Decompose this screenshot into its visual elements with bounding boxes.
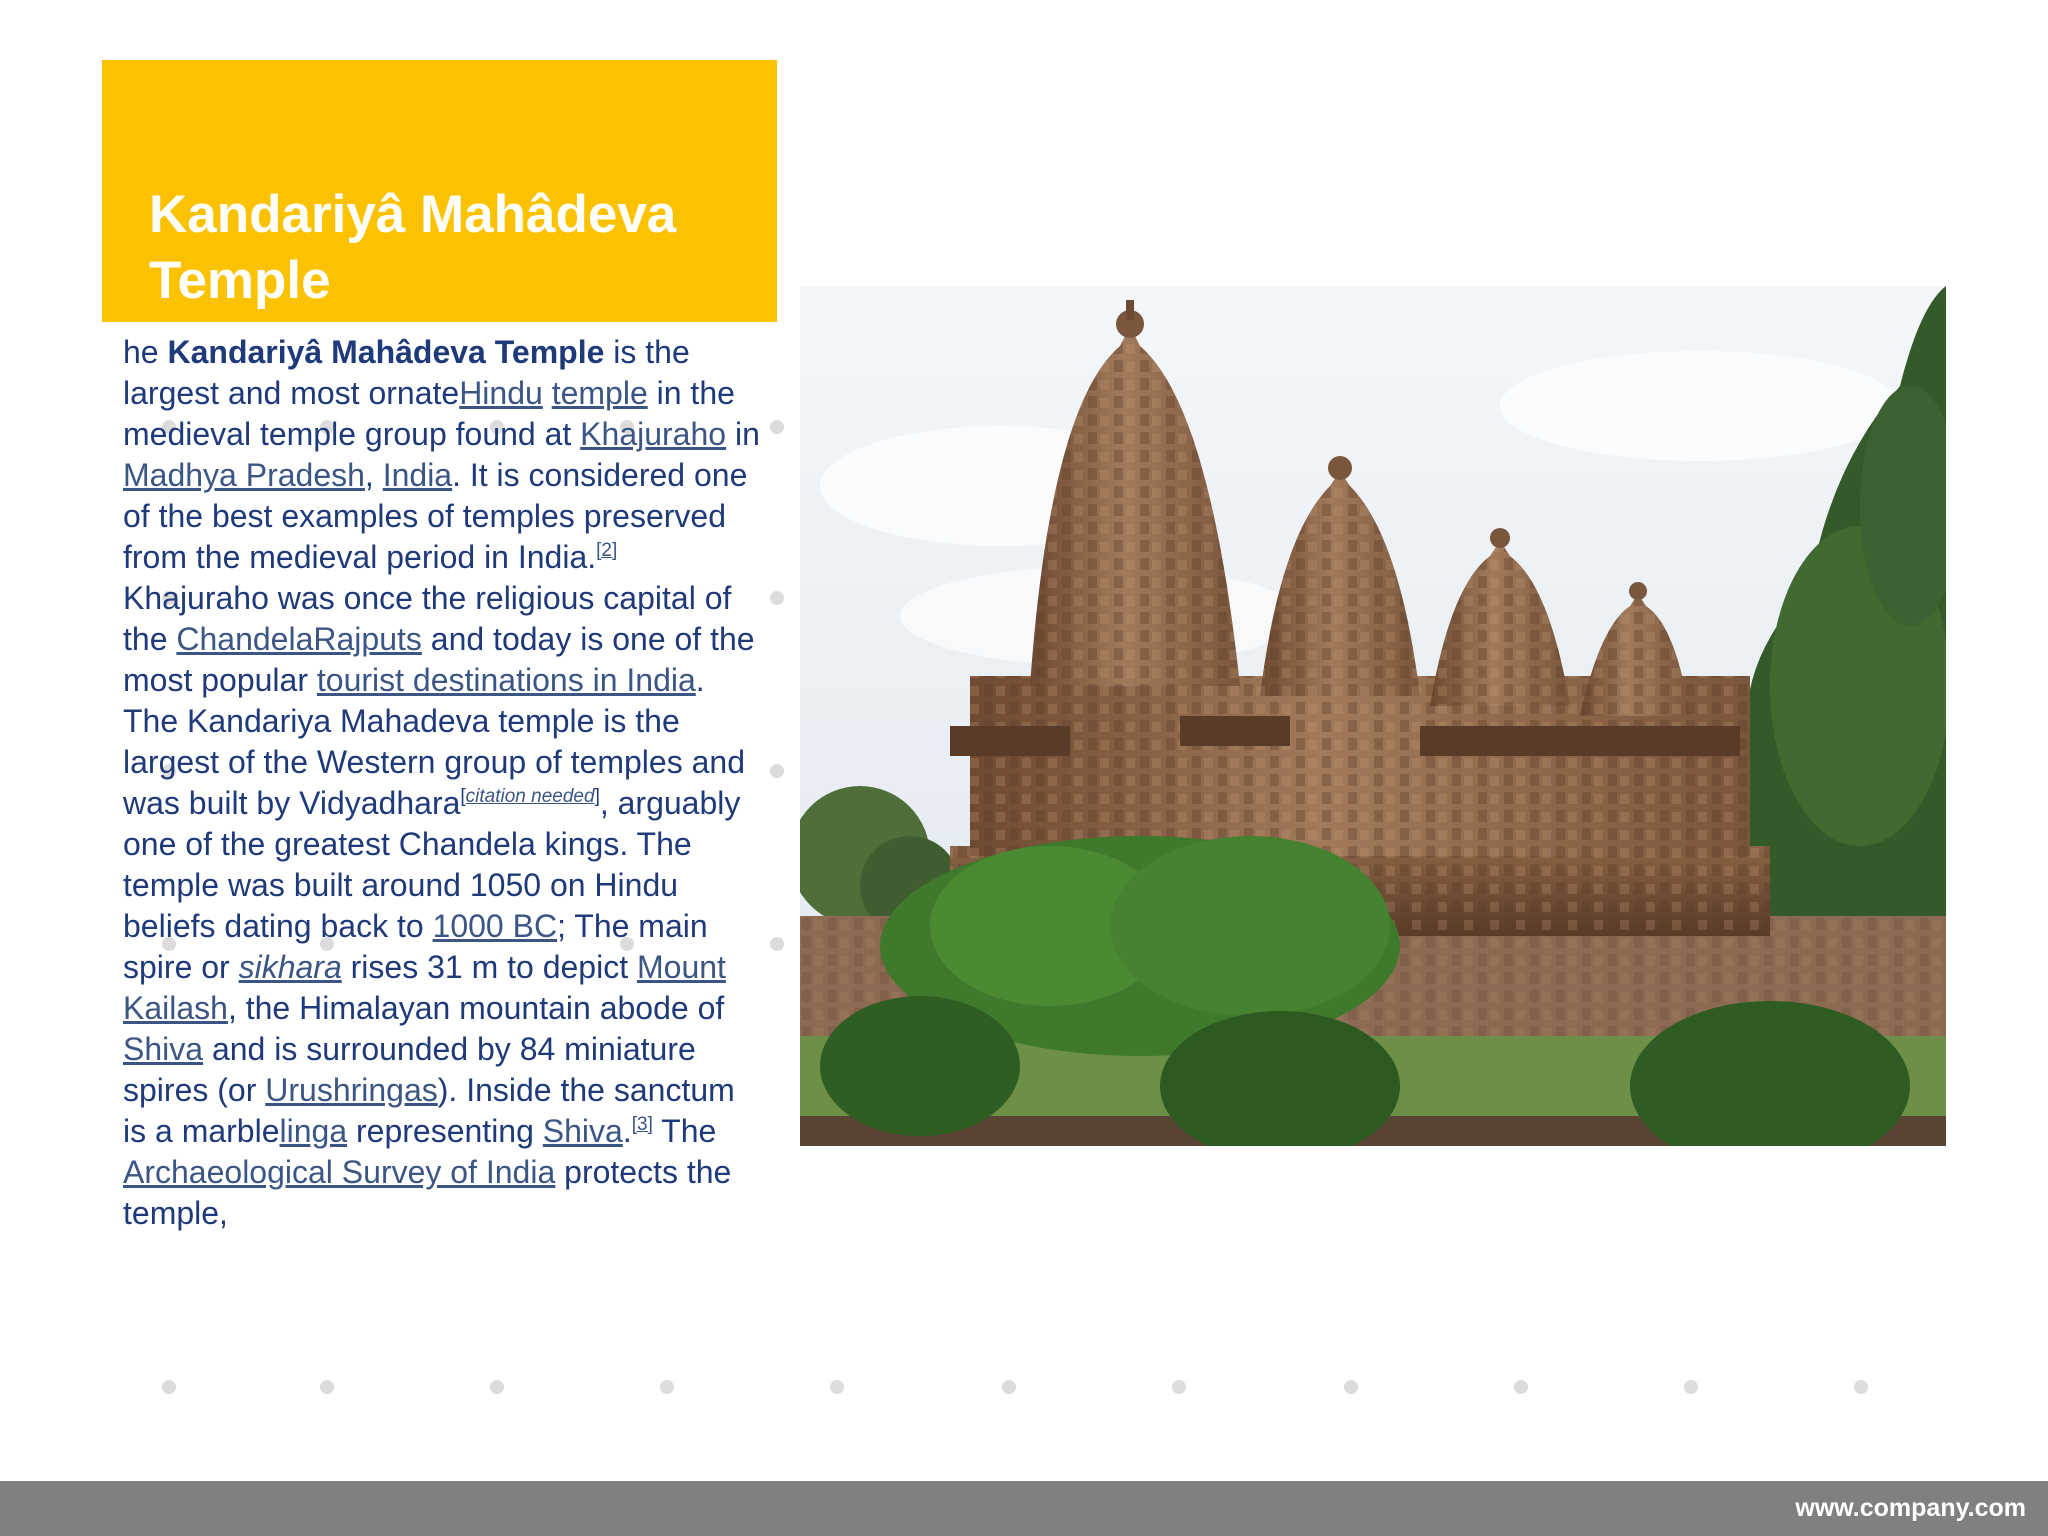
reference-3 [632, 1114, 653, 1135]
link-shiva-2[interactable]: Shiva [542, 1113, 623, 1149]
body-text-segment: The [652, 1113, 717, 1149]
link-linga[interactable]: linga [279, 1113, 348, 1149]
link-tourist-destinations[interactable]: tourist destinations in India [316, 662, 696, 698]
body-text-segment: in [726, 416, 760, 452]
link-madhya-pradesh[interactable]: Madhya Pradesh [123, 457, 365, 493]
citation-bracket: ] [594, 786, 600, 807]
grid-dot [1172, 1380, 1186, 1394]
body-text-segment: in the medieval temple group found at [123, 375, 735, 452]
temple-photo [800, 286, 1946, 1146]
grid-dot [320, 1380, 334, 1394]
citation-needed [460, 786, 599, 807]
body-text-segment: . It is considered one of the best examples of temples preserved from the medieval period in India. [123, 457, 748, 575]
grid-dot [1854, 1380, 1868, 1394]
grid-dot [1344, 1380, 1358, 1394]
link-sikhara[interactable]: sikhara [238, 949, 342, 985]
link-india[interactable]: India [382, 457, 453, 493]
link-urushringas[interactable]: Urushringas [265, 1072, 438, 1108]
body-text-segment: ). Inside the sanctum is a marble [123, 1072, 735, 1149]
body-text-segment: and is surrounded by 84 miniature spires (or [123, 1031, 696, 1108]
link-khajuraho[interactable]: Khajuraho [580, 416, 727, 452]
body-text-segment: . [622, 1113, 632, 1149]
reference-2 [596, 540, 617, 561]
title-banner [102, 60, 777, 322]
grid-dot [1514, 1380, 1528, 1394]
link-archaeological-survey[interactable]: Archaeological Survey of India [123, 1154, 556, 1190]
link-reference-2[interactable]: [2] [596, 540, 618, 561]
link-mount-kailash[interactable]: Mount Kailash [123, 949, 726, 1026]
body-text-segment: representing [347, 1113, 543, 1149]
citation-bracket: [ [460, 786, 466, 807]
link-1000-bc[interactable]: 1000 BC [432, 908, 558, 944]
body-text-segment: he [123, 334, 168, 370]
body-text-segment: is the largest and most ornate [123, 334, 690, 411]
footer-url: www.company.com [1795, 1494, 2026, 1522]
link-hindu[interactable]: Hindu [459, 375, 543, 411]
link-temple[interactable]: temple [551, 375, 648, 411]
body-text-segment: , the Himalayan mountain abode of [227, 990, 725, 1026]
body-text-segment: , arguably one of the greatest Chandela kings. The temple was built around 1050 on Hindu beliefs dating back to [123, 785, 741, 944]
link-shiva[interactable]: Shiva [123, 1031, 204, 1067]
footer-bar [0, 1481, 2048, 1536]
grid-dot [770, 591, 784, 605]
body-paragraph [123, 332, 763, 1234]
link-reference-3[interactable]: [3] [631, 1114, 653, 1135]
body-text-segment: . The Kandariya Mahadeva temple is the largest of the Western group of temples and was built by Vidyadhara [123, 662, 745, 821]
body-text-segment [543, 375, 552, 411]
grid-dot [770, 937, 784, 951]
grid-dot [830, 1380, 844, 1394]
link-chandela-rajputs[interactable]: ChandelaRajputs [176, 621, 422, 657]
body-text-segment: and today is one of the most popular [123, 621, 755, 698]
body-text-segment: protects the temple, [123, 1154, 732, 1231]
temple-name-bold: Kandariyâ Mahâdeva Temple [167, 334, 605, 370]
grid-dot [660, 1380, 674, 1394]
body-text-segment: Khajuraho was once the religious capital of the [123, 580, 732, 657]
grid-dot [1684, 1380, 1698, 1394]
grid-dot [770, 420, 784, 434]
body-text-segment: rises 31 m to depict [341, 949, 637, 985]
grid-dot [1002, 1380, 1016, 1394]
body-text-segment: , [364, 457, 383, 493]
grid-dot [162, 1380, 176, 1394]
link-citation-needed[interactable]: citation needed [465, 786, 595, 807]
body-text-segment: ; The main spire or [123, 908, 708, 985]
grid-dot [770, 764, 784, 778]
grid-dot [490, 1380, 504, 1394]
slide-title: Kandariyâ Mahâdeva Temple [149, 185, 677, 310]
